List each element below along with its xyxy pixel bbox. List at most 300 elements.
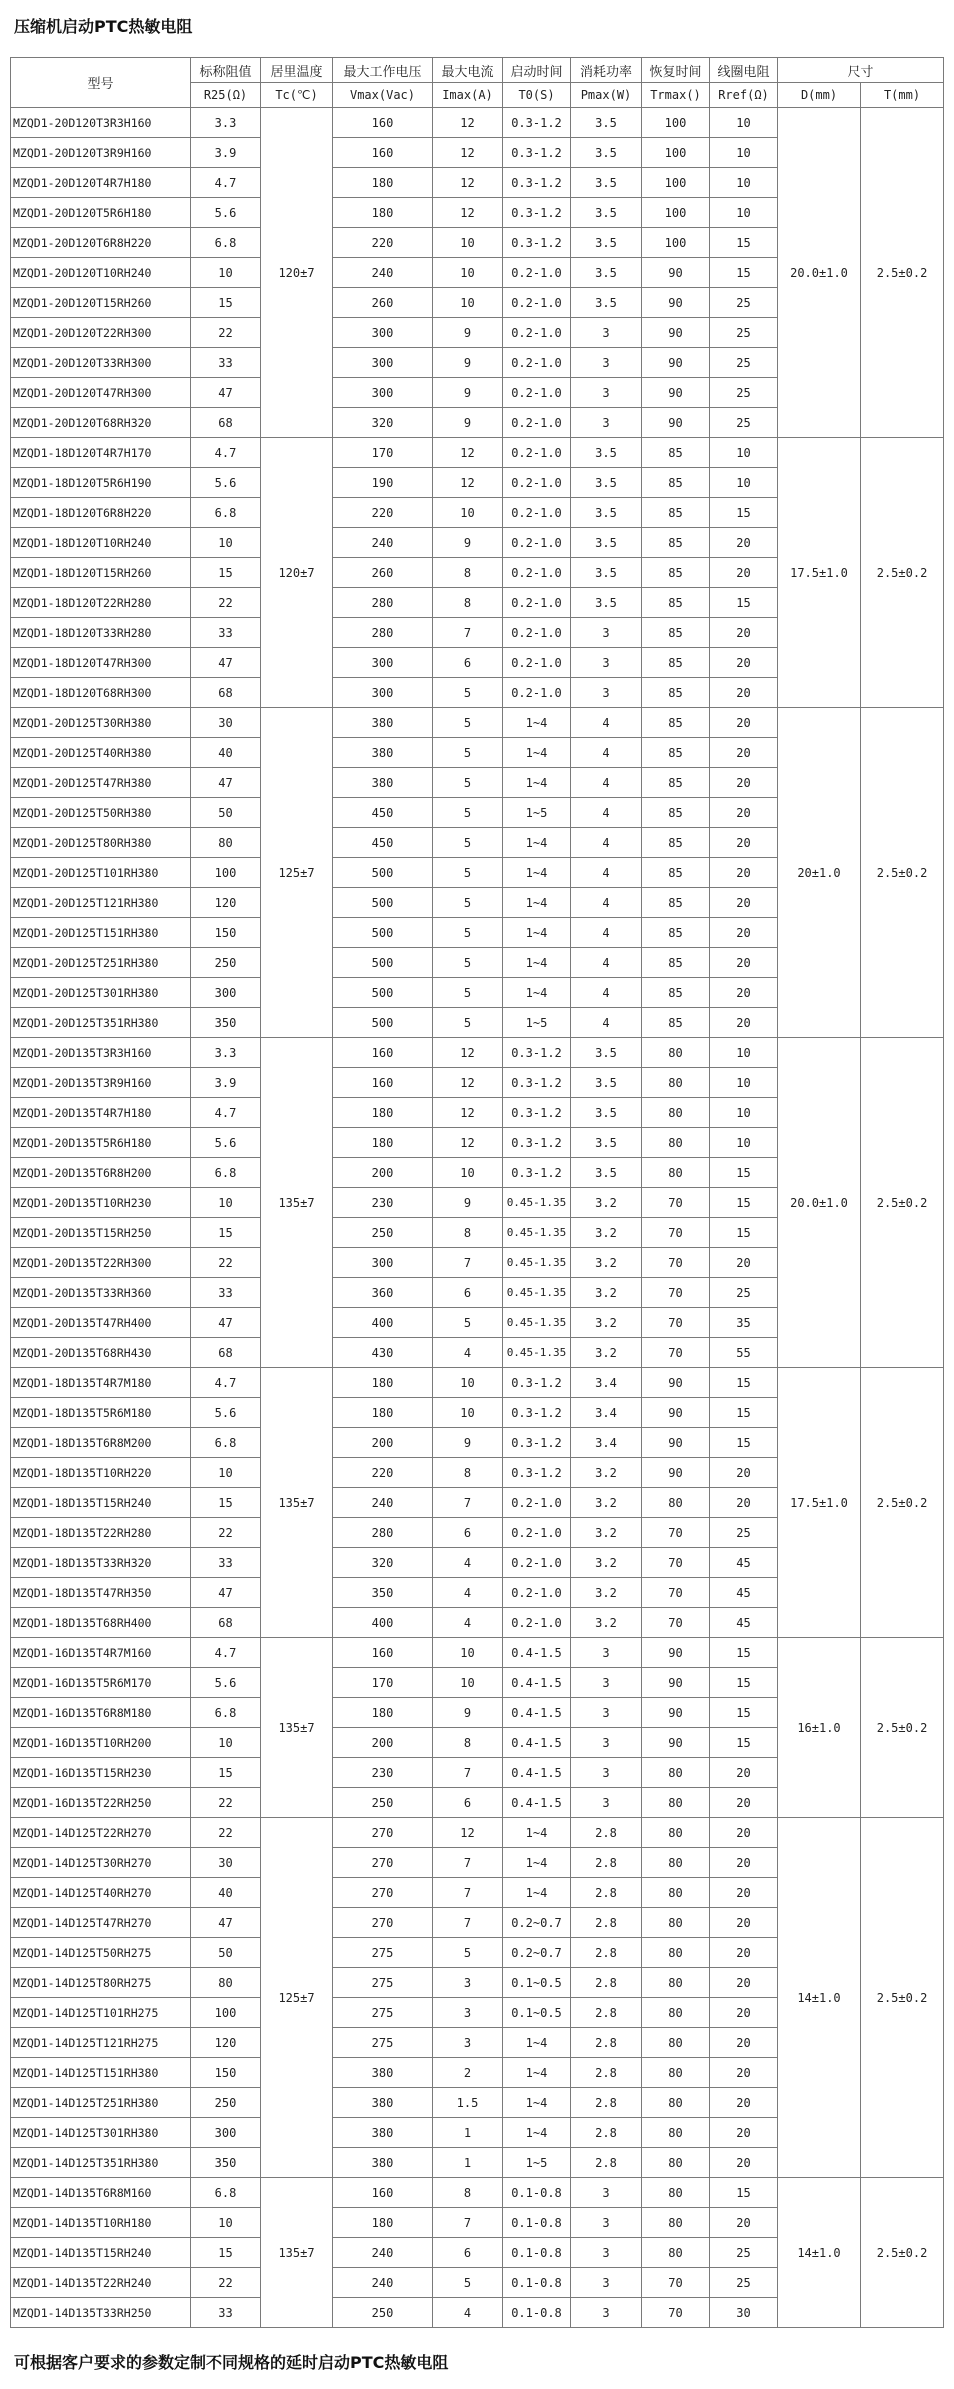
cell-model: MZQD1-20D125T30RH380 <box>11 708 191 738</box>
cell-r25: 47 <box>191 1578 261 1608</box>
cell-model: MZQD1-20D135T68RH430 <box>11 1338 191 1368</box>
cell-t0: 0.4-1.5 <box>503 1698 571 1728</box>
cell-pmax: 3.5 <box>571 1038 642 1068</box>
cell-pmax: 3.5 <box>571 1098 642 1128</box>
cell-rref: 20 <box>710 798 778 828</box>
cell-t0: 0.4-1.5 <box>503 1758 571 1788</box>
cell-pmax: 3.4 <box>571 1398 642 1428</box>
cell-vmax: 380 <box>333 2058 433 2088</box>
cell-vmax: 500 <box>333 858 433 888</box>
cell-imax: 5 <box>433 768 503 798</box>
cell-model: MZQD1-20D120T10RH240 <box>11 258 191 288</box>
cell-rref: 15 <box>710 498 778 528</box>
cell-t0: 0.3-1.2 <box>503 1068 571 1098</box>
cell-r25: 80 <box>191 1968 261 1998</box>
cell-imax: 10 <box>433 1398 503 1428</box>
cell-vmax: 300 <box>333 1248 433 1278</box>
cell-trmax: 85 <box>642 828 710 858</box>
header-imax: 最大电流 <box>433 58 503 83</box>
cell-pmax: 3 <box>571 1638 642 1668</box>
cell-vmax: 180 <box>333 198 433 228</box>
cell-model: MZQD1-14D125T121RH275 <box>11 2028 191 2058</box>
cell-trmax: 80 <box>642 2148 710 2178</box>
cell-trmax: 85 <box>642 618 710 648</box>
cell-r25: 4.7 <box>191 1368 261 1398</box>
cell-r25: 22 <box>191 1248 261 1278</box>
cell-imax: 12 <box>433 1068 503 1098</box>
cell-t0: 0.4-1.5 <box>503 1668 571 1698</box>
cell-trmax: 100 <box>642 168 710 198</box>
cell-model: MZQD1-20D125T50RH380 <box>11 798 191 828</box>
cell-pmax: 3 <box>571 318 642 348</box>
cell-trmax: 90 <box>642 1458 710 1488</box>
unit-t: T(mm) <box>861 83 944 108</box>
cell-trmax: 85 <box>642 558 710 588</box>
cell-r25: 33 <box>191 348 261 378</box>
cell-pmax: 2.8 <box>571 1998 642 2028</box>
cell-tc: 135±7 <box>261 1368 333 1638</box>
cell-pmax: 3.5 <box>571 1158 642 1188</box>
cell-t: 2.5±0.2 <box>861 1038 944 1368</box>
cell-trmax: 85 <box>642 798 710 828</box>
cell-imax: 4 <box>433 1608 503 1638</box>
cell-pmax: 2.8 <box>571 2148 642 2178</box>
cell-trmax: 80 <box>642 1788 710 1818</box>
cell-pmax: 3 <box>571 2208 642 2238</box>
cell-vmax: 300 <box>333 348 433 378</box>
cell-t0: 0.2-1.0 <box>503 588 571 618</box>
cell-rref: 20 <box>710 708 778 738</box>
cell-imax: 9 <box>433 1698 503 1728</box>
cell-t: 2.5±0.2 <box>861 1818 944 2178</box>
cell-imax: 7 <box>433 2208 503 2238</box>
cell-imax: 9 <box>433 528 503 558</box>
table-row <box>11 108 944 138</box>
cell-t0: 0.2-1.0 <box>503 498 571 528</box>
cell-model: MZQD1-20D135T3R9H160 <box>11 1068 191 1098</box>
cell-trmax: 80 <box>642 2058 710 2088</box>
cell-vmax: 280 <box>333 618 433 648</box>
cell-trmax: 70 <box>642 1278 710 1308</box>
cell-model: MZQD1-18D135T33RH320 <box>11 1548 191 1578</box>
cell-r25: 120 <box>191 888 261 918</box>
cell-vmax: 220 <box>333 228 433 258</box>
header-rref: 线圈电阻 <box>710 58 778 83</box>
cell-imax: 10 <box>433 228 503 258</box>
cell-vmax: 280 <box>333 588 433 618</box>
cell-imax: 5 <box>433 948 503 978</box>
cell-t0: 0.3-1.2 <box>503 228 571 258</box>
cell-model: MZQD1-14D125T80RH275 <box>11 1968 191 1998</box>
cell-model: MZQD1-16D135T15RH230 <box>11 1758 191 1788</box>
cell-t0: 0.3-1.2 <box>503 138 571 168</box>
cell-imax: 1.5 <box>433 2088 503 2118</box>
cell-trmax: 80 <box>642 1968 710 1998</box>
cell-t0: 0.1-0.8 <box>503 2238 571 2268</box>
cell-trmax: 90 <box>642 1398 710 1428</box>
cell-model: MZQD1-20D135T33RH360 <box>11 1278 191 1308</box>
cell-model: MZQD1-18D135T68RH400 <box>11 1608 191 1638</box>
cell-trmax: 80 <box>642 2178 710 2208</box>
cell-t0: 0.3-1.2 <box>503 198 571 228</box>
cell-pmax: 3.5 <box>571 198 642 228</box>
cell-pmax: 4 <box>571 828 642 858</box>
cell-vmax: 180 <box>333 1098 433 1128</box>
cell-rref: 20 <box>710 1908 778 1938</box>
cell-imax: 9 <box>433 1188 503 1218</box>
cell-r25: 10 <box>191 2208 261 2238</box>
cell-t0: 0.2-1.0 <box>503 408 571 438</box>
cell-model: MZQD1-18D135T15RH240 <box>11 1488 191 1518</box>
page-title: 压缩机启动PTC热敏电阻 <box>14 17 193 36</box>
cell-r25: 10 <box>191 528 261 558</box>
cell-r25: 22 <box>191 318 261 348</box>
cell-pmax: 3.4 <box>571 1428 642 1458</box>
cell-vmax: 190 <box>333 468 433 498</box>
cell-pmax: 3.5 <box>571 468 642 498</box>
cell-pmax: 3.2 <box>571 1488 642 1518</box>
cell-rref: 20 <box>710 1968 778 1998</box>
cell-t0: 0.45-1.35 <box>503 1248 571 1278</box>
cell-r25: 6.8 <box>191 498 261 528</box>
cell-trmax: 85 <box>642 768 710 798</box>
cell-rref: 20 <box>710 2118 778 2148</box>
cell-pmax: 3 <box>571 1728 642 1758</box>
cell-t0: 0.2~0.7 <box>503 1908 571 1938</box>
cell-trmax: 80 <box>642 1038 710 1068</box>
cell-model: MZQD1-20D125T251RH380 <box>11 948 191 978</box>
cell-imax: 9 <box>433 408 503 438</box>
cell-trmax: 80 <box>642 1488 710 1518</box>
cell-vmax: 200 <box>333 1728 433 1758</box>
cell-imax: 6 <box>433 1518 503 1548</box>
cell-trmax: 85 <box>642 978 710 1008</box>
cell-r25: 150 <box>191 918 261 948</box>
cell-t0: 0.1-0.8 <box>503 2208 571 2238</box>
cell-vmax: 300 <box>333 318 433 348</box>
cell-imax: 5 <box>433 708 503 738</box>
cell-imax: 8 <box>433 2178 503 2208</box>
cell-r25: 5.6 <box>191 1668 261 1698</box>
cell-model: MZQD1-20D120T3R3H160 <box>11 108 191 138</box>
cell-pmax: 4 <box>571 948 642 978</box>
cell-rref: 20 <box>710 1818 778 1848</box>
cell-vmax: 270 <box>333 1908 433 1938</box>
cell-imax: 10 <box>433 1158 503 1188</box>
cell-t0: 1~4 <box>503 888 571 918</box>
cell-r25: 350 <box>191 1008 261 1038</box>
cell-rref: 20 <box>710 2208 778 2238</box>
cell-vmax: 160 <box>333 138 433 168</box>
cell-rref: 10 <box>710 438 778 468</box>
cell-t0: 0.1~0.5 <box>503 1968 571 1998</box>
cell-r25: 15 <box>191 558 261 588</box>
cell-rref: 15 <box>710 1698 778 1728</box>
cell-rref: 15 <box>710 1188 778 1218</box>
cell-t0: 0.1-0.8 <box>503 2178 571 2208</box>
cell-t0: 0.2-1.0 <box>503 1608 571 1638</box>
cell-t0: 0.1-0.8 <box>503 2298 571 2328</box>
cell-rref: 25 <box>710 348 778 378</box>
cell-vmax: 240 <box>333 1488 433 1518</box>
cell-r25: 22 <box>191 1788 261 1818</box>
cell-r25: 15 <box>191 1488 261 1518</box>
cell-r25: 15 <box>191 1218 261 1248</box>
unit-rref: Rref(Ω) <box>710 83 778 108</box>
cell-t0: 1~4 <box>503 2028 571 2058</box>
cell-t0: 0.2-1.0 <box>503 558 571 588</box>
cell-pmax: 3.2 <box>571 1338 642 1368</box>
cell-trmax: 80 <box>642 1938 710 1968</box>
cell-pmax: 3.2 <box>571 1188 642 1218</box>
cell-t0: 0.45-1.35 <box>503 1278 571 1308</box>
cell-imax: 5 <box>433 1308 503 1338</box>
cell-t0: 0.2-1.0 <box>503 348 571 378</box>
cell-trmax: 85 <box>642 858 710 888</box>
cell-r25: 5.6 <box>191 198 261 228</box>
cell-imax: 5 <box>433 798 503 828</box>
cell-vmax: 160 <box>333 1638 433 1668</box>
cell-vmax: 380 <box>333 2088 433 2118</box>
unit-tc: Tc(℃) <box>261 83 333 108</box>
cell-imax: 6 <box>433 1278 503 1308</box>
cell-trmax: 100 <box>642 138 710 168</box>
cell-vmax: 450 <box>333 798 433 828</box>
cell-imax: 10 <box>433 1668 503 1698</box>
cell-t0: 1~4 <box>503 2058 571 2088</box>
cell-t0: 0.3-1.2 <box>503 1038 571 1068</box>
cell-rref: 10 <box>710 1098 778 1128</box>
cell-vmax: 240 <box>333 2238 433 2268</box>
cell-tc: 135±7 <box>261 2178 333 2328</box>
cell-t0: 1~4 <box>503 2088 571 2118</box>
cell-imax: 4 <box>433 1548 503 1578</box>
cell-r25: 250 <box>191 2088 261 2118</box>
cell-model: MZQD1-20D120T33RH300 <box>11 348 191 378</box>
cell-trmax: 90 <box>642 378 710 408</box>
unit-d: D(mm) <box>778 83 861 108</box>
cell-vmax: 500 <box>333 1008 433 1038</box>
cell-rref: 10 <box>710 1128 778 1158</box>
cell-rref: 20 <box>710 2148 778 2178</box>
cell-trmax: 80 <box>642 1158 710 1188</box>
cell-model: MZQD1-14D125T101RH275 <box>11 1998 191 2028</box>
header-pmax: 消耗功率 <box>571 58 642 83</box>
cell-imax: 8 <box>433 1218 503 1248</box>
cell-t0: 1~5 <box>503 798 571 828</box>
cell-trmax: 80 <box>642 2088 710 2118</box>
cell-pmax: 3 <box>571 1698 642 1728</box>
cell-r25: 120 <box>191 2028 261 2058</box>
cell-t: 2.5±0.2 <box>861 708 944 1038</box>
cell-r25: 6.8 <box>191 1698 261 1728</box>
cell-model: MZQD1-20D120T47RH300 <box>11 378 191 408</box>
cell-pmax: 3 <box>571 2268 642 2298</box>
cell-pmax: 3 <box>571 648 642 678</box>
cell-rref: 15 <box>710 1728 778 1758</box>
cell-vmax: 160 <box>333 1068 433 1098</box>
cell-pmax: 3 <box>571 1758 642 1788</box>
cell-rref: 20 <box>710 1788 778 1818</box>
cell-pmax: 3 <box>571 1668 642 1698</box>
cell-t: 2.5±0.2 <box>861 108 944 438</box>
cell-vmax: 350 <box>333 1578 433 1608</box>
cell-model: MZQD1-20D125T80RH380 <box>11 828 191 858</box>
cell-imax: 10 <box>433 258 503 288</box>
cell-pmax: 3 <box>571 348 642 378</box>
ptc-spec-table <box>10 57 944 2328</box>
cell-t0: 1~4 <box>503 948 571 978</box>
cell-vmax: 260 <box>333 558 433 588</box>
cell-rref: 10 <box>710 108 778 138</box>
cell-trmax: 90 <box>642 318 710 348</box>
cell-rref: 15 <box>710 2178 778 2208</box>
cell-t0: 0.3-1.2 <box>503 1098 571 1128</box>
cell-t0: 0.4-1.5 <box>503 1728 571 1758</box>
cell-r25: 100 <box>191 858 261 888</box>
cell-trmax: 100 <box>642 228 710 258</box>
cell-r25: 40 <box>191 1878 261 1908</box>
cell-r25: 300 <box>191 978 261 1008</box>
cell-t0: 0.1~0.5 <box>503 1998 571 2028</box>
cell-vmax: 230 <box>333 1758 433 1788</box>
cell-rref: 15 <box>710 258 778 288</box>
cell-imax: 6 <box>433 1788 503 1818</box>
cell-trmax: 70 <box>642 1188 710 1218</box>
cell-pmax: 3.5 <box>571 108 642 138</box>
cell-pmax: 2.8 <box>571 2058 642 2088</box>
cell-r25: 47 <box>191 1308 261 1338</box>
cell-rref: 20 <box>710 528 778 558</box>
cell-model: MZQD1-20D120T15RH260 <box>11 288 191 318</box>
cell-rref: 20 <box>710 918 778 948</box>
cell-trmax: 80 <box>642 1098 710 1128</box>
cell-rref: 20 <box>710 1938 778 1968</box>
cell-model: MZQD1-20D120T6R8H220 <box>11 228 191 258</box>
cell-rref: 10 <box>710 138 778 168</box>
cell-r25: 10 <box>191 1188 261 1218</box>
header-vmax: 最大工作电压 <box>333 58 433 83</box>
cell-trmax: 90 <box>642 1638 710 1668</box>
cell-t0: 0.2-1.0 <box>503 1488 571 1518</box>
cell-t: 2.5±0.2 <box>861 2178 944 2328</box>
cell-imax: 5 <box>433 678 503 708</box>
cell-rref: 15 <box>710 1638 778 1668</box>
cell-trmax: 70 <box>642 2298 710 2328</box>
cell-imax: 4 <box>433 2298 503 2328</box>
cell-imax: 4 <box>433 1338 503 1368</box>
cell-trmax: 80 <box>642 1818 710 1848</box>
cell-r25: 68 <box>191 1608 261 1638</box>
cell-vmax: 380 <box>333 768 433 798</box>
cell-vmax: 270 <box>333 1818 433 1848</box>
cell-pmax: 3.2 <box>571 1548 642 1578</box>
cell-t0: 1~4 <box>503 708 571 738</box>
cell-imax: 3 <box>433 1968 503 1998</box>
cell-pmax: 3.2 <box>571 1278 642 1308</box>
cell-r25: 5.6 <box>191 468 261 498</box>
cell-rref: 35 <box>710 1308 778 1338</box>
cell-pmax: 4 <box>571 738 642 768</box>
cell-d: 14±1.0 <box>778 2178 861 2328</box>
unit-vmax: Vmax(Vac) <box>333 83 433 108</box>
cell-model: MZQD1-18D135T22RH280 <box>11 1518 191 1548</box>
cell-model: MZQD1-18D120T6R8H220 <box>11 498 191 528</box>
cell-trmax: 80 <box>642 2208 710 2238</box>
cell-vmax: 380 <box>333 2118 433 2148</box>
cell-rref: 15 <box>710 588 778 618</box>
cell-d: 17.5±1.0 <box>778 438 861 708</box>
cell-t0: 1~4 <box>503 2118 571 2148</box>
cell-model: MZQD1-20D120T22RH300 <box>11 318 191 348</box>
cell-rref: 15 <box>710 1218 778 1248</box>
cell-d: 14±1.0 <box>778 1818 861 2178</box>
cell-model: MZQD1-18D120T15RH260 <box>11 558 191 588</box>
unit-pmax: Pmax(W) <box>571 83 642 108</box>
cell-vmax: 180 <box>333 2208 433 2238</box>
cell-imax: 7 <box>433 618 503 648</box>
cell-t0: 0.3-1.2 <box>503 1368 571 1398</box>
cell-imax: 8 <box>433 558 503 588</box>
cell-pmax: 3 <box>571 2238 642 2268</box>
cell-r25: 68 <box>191 678 261 708</box>
cell-r25: 22 <box>191 1818 261 1848</box>
cell-trmax: 70 <box>642 1578 710 1608</box>
cell-vmax: 250 <box>333 1218 433 1248</box>
cell-t0: 0.2-1.0 <box>503 258 571 288</box>
cell-trmax: 85 <box>642 918 710 948</box>
cell-r25: 15 <box>191 2238 261 2268</box>
cell-imax: 10 <box>433 288 503 318</box>
cell-t0: 0.2-1.0 <box>503 528 571 558</box>
cell-pmax: 3 <box>571 378 642 408</box>
cell-rref: 20 <box>710 1008 778 1038</box>
cell-vmax: 500 <box>333 978 433 1008</box>
cell-t: 2.5±0.2 <box>861 1368 944 1638</box>
cell-model: MZQD1-20D125T47RH380 <box>11 768 191 798</box>
cell-trmax: 100 <box>642 108 710 138</box>
cell-model: MZQD1-20D135T5R6H180 <box>11 1128 191 1158</box>
cell-rref: 15 <box>710 228 778 258</box>
cell-vmax: 230 <box>333 1188 433 1218</box>
cell-pmax: 2.8 <box>571 1848 642 1878</box>
cell-rref: 45 <box>710 1578 778 1608</box>
cell-pmax: 4 <box>571 768 642 798</box>
cell-rref: 10 <box>710 198 778 228</box>
cell-r25: 3.3 <box>191 108 261 138</box>
cell-r25: 22 <box>191 588 261 618</box>
cell-trmax: 70 <box>642 1308 710 1338</box>
cell-t0: 0.2-1.0 <box>503 438 571 468</box>
cell-rref: 25 <box>710 1278 778 1308</box>
cell-model: MZQD1-18D135T5R6M180 <box>11 1398 191 1428</box>
cell-vmax: 240 <box>333 258 433 288</box>
cell-vmax: 240 <box>333 2268 433 2298</box>
cell-r25: 150 <box>191 2058 261 2088</box>
cell-rref: 20 <box>710 738 778 768</box>
cell-trmax: 80 <box>642 1878 710 1908</box>
cell-trmax: 85 <box>642 708 710 738</box>
cell-imax: 7 <box>433 1878 503 1908</box>
cell-t0: 0.2~0.7 <box>503 1938 571 1968</box>
cell-t0: 1~5 <box>503 1008 571 1038</box>
cell-pmax: 3 <box>571 678 642 708</box>
cell-pmax: 3.2 <box>571 1578 642 1608</box>
cell-trmax: 85 <box>642 468 710 498</box>
cell-imax: 7 <box>433 1488 503 1518</box>
cell-imax: 3 <box>433 2028 503 2058</box>
cell-t0: 0.4-1.5 <box>503 1788 571 1818</box>
